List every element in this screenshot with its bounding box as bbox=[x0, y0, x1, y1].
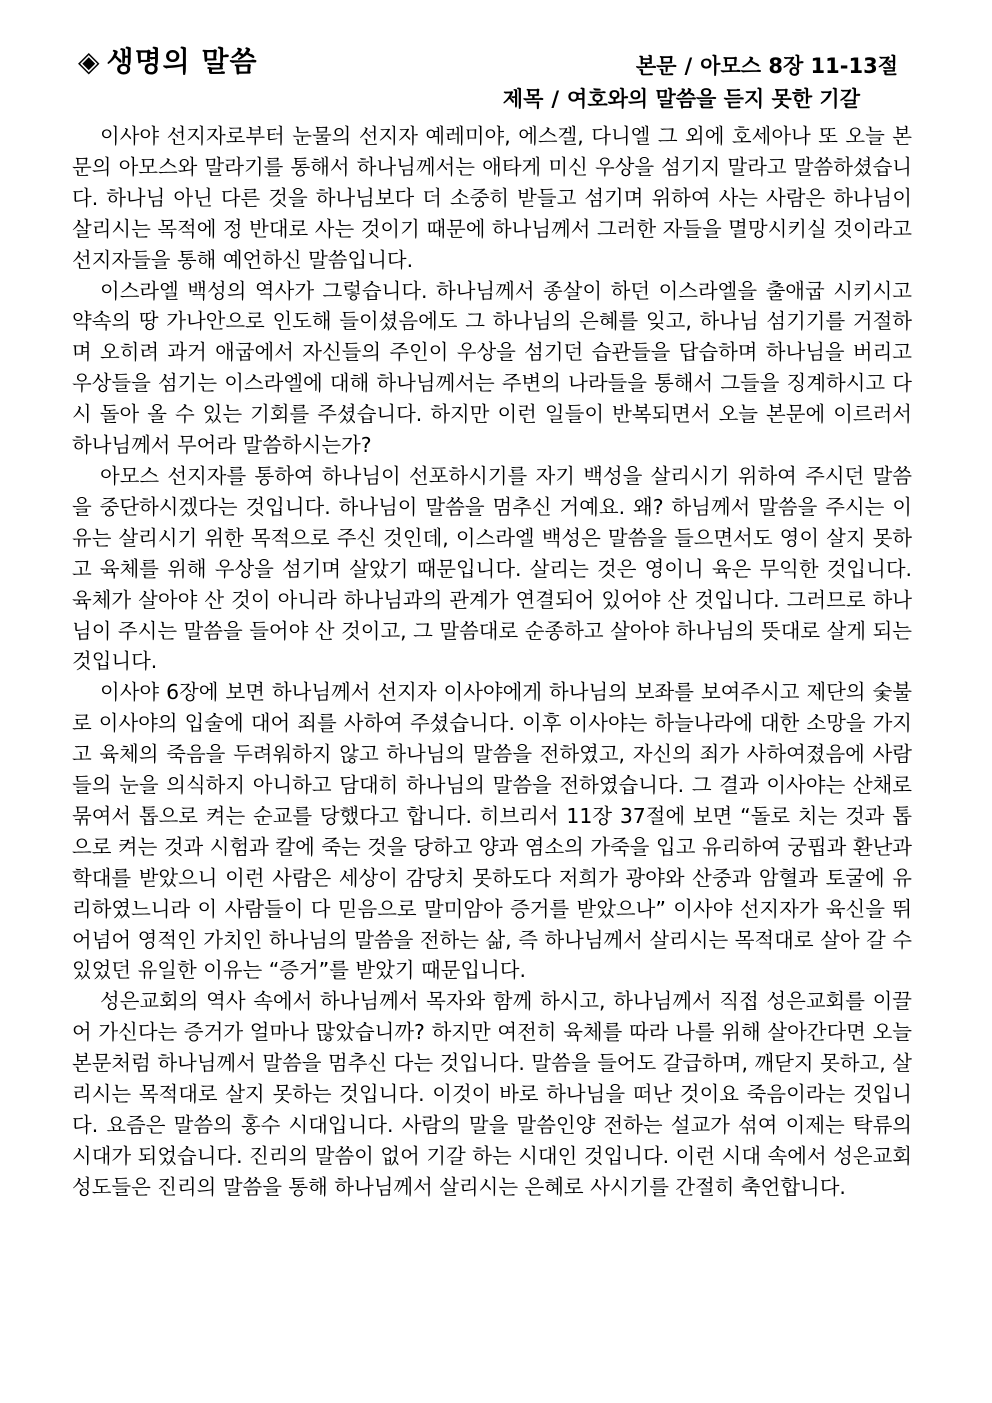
diamond-bullet-icon: ◈ bbox=[78, 45, 101, 78]
body-paragraph: 이사야 선지자로부터 눈물의 선지자 예레미야, 에스겔, 다니엘 그 외에 호세아나 또 오늘 본문의 아모스와 말라기를 통해서 하나님께서는 애타게 미신 우상을 섬기지 말라고 말씀하셨습니다. 하나님 아닌 다른 것을 하나님보다 더 소중히 받들고 섬기며 위하여 사는 사람은 하나님이 살리시는 목적에 정 반대로 사는 것이기 때문에 하나님께서 그러한 자들을 멸망시키실 것이라고 선지자들을 통해 예언하신 말씀입니다. bbox=[72, 124, 912, 272]
slash-separator: / bbox=[551, 87, 560, 111]
sermon-body bbox=[72, 121, 912, 1203]
body-paragraph: 성은교회의 역사 속에서 하나님께서 목자와 함께 하시고, 하나님께서 직접 성은교회를 이끌어 가신다는 증거가 얼마나 많았습니까? 하지만 여전히 육체를 따라 나를 위해 살아간다면 오늘 본문처럼 하나님께서 말씀을 멈추신 다는 것입니다. 말씀을 들어도 갈급하며, 깨닫지 못하고, 살리시는 목적대로 살지 못하는 것입니다. 이것이 바로 하나님을 떠난 것이요 죽음이라는 것입니다. 요즘은 말씀의 홍수 시대입니다. 사람의 말을 말씀인양 전하는 설교가 섞여 이제는 탁류의 시대가 되었습니다. 진리의 말씀이 없어 기갈 하는 시대인 것입니다. 이런 시대 속에서 성은교회 성도들은 진리의 말씀을 통해 하나님께서 살리시는 은혜로 사시기를 간절히 축언합니다. bbox=[72, 989, 912, 1199]
page-title bbox=[78, 40, 258, 80]
slash-separator: / bbox=[684, 54, 693, 78]
sermon-subject bbox=[503, 83, 860, 113]
scripture-reference-label: 본문 bbox=[635, 54, 677, 78]
body-paragraph: 아모스 선지자를 통하여 하나님이 선포하시기를 자기 백성을 살리시기 위하여 주시던 말씀을 중단하시겠다는 것입니다. 하나님이 말씀을 멈추신 거예요. 왜? 하님께서 말씀을 주시는 이유는 살리시기 위한 목적으로 주신 것인데, 이스라엘 백성은 말씀을 들으면서도 영이 살지 못하고 육체를 위해 우상을 섬기며 살았기 때문입니다. 살리는 것은 영이니 육은 무익한 것입니다. 육체가 살아야 산 것이 아니라 하나님과의 관계가 연결되어 있어야 산 것입니다. 그러므로 하나님이 주시는 말씀을 들어야 산 것이고, 그 말씀대로 순종하고 살아야 하나님의 뜻대로 살게 되는 것입니다. bbox=[72, 463, 912, 674]
sermon-subject-text: 여호와의 말씀을 듣지 못한 기갈 bbox=[567, 87, 860, 111]
scripture-reference bbox=[636, 50, 898, 80]
sermon-subject-label: 제목 bbox=[502, 87, 544, 111]
scripture-reference-text: 아모스 8장 11-13절 bbox=[700, 54, 898, 78]
page-title-text: 생명의 말씀 bbox=[106, 45, 258, 78]
body-paragraph: 이사야 6장에 보면 하나님께서 선지자 이사야에게 하나님의 보좌를 보여주시고 제단의 숯불로 이사야의 입술에 대어 죄를 사하여 주셨습니다. 이후 이사야는 하늘나라에 대한 소망을 가지고 육체의 죽음을 두려워하지 않고 하나님의 말씀을 전하였고, 자신의 죄가 사하여졌음에 사람들의 눈을 의식하지 아니하고 담대히 하나님의 말씀을 전하였습니다. 그 결과 이사야는 산채로 묶여서 톱으로 켜는 순교를 당했다고 합니다. 히브리서 11장 37절에 보면 “돌로 치는 것과 톱으로 켜는 것과 시험과 칼에 죽는 것을 당하고 양과 염소의 가죽을 입고 유리하여 궁핍과 환난과 학대를 받았으니 이런 사람은 세상이 감당치 못하도다 저희가 광야와 산중과 암혈과 토굴에 유리하였느니라 이 사람들이 다 믿음으로 말미암아 증거를 받았으나” 이사야 선지자가 육신을 뛰어넘어 영적인 가치인 하나님의 말씀을 전하는 삶, 즉 하나님께서 살리시는 목적대로 살아 갈 수 있었던 유일한 이유는 “증거”를 받았기 때문입니다. bbox=[72, 680, 912, 983]
body-paragraph: 이스라엘 백성의 역사가 그렇습니다. 하나님께서 종살이 하던 이스라엘을 출애굽 시키시고 약속의 땅 가나안으로 인도해 들이셨음에도 그 하나님의 은혜를 잊고, 하나님 섬기기를 거절하며 오히려 과거 애굽에서 자신들의 주인이 우상을 섬기던 습관들을 답습하며 하나님을 버리고 우상들을 섬기는 이스라엘에 대해 하나님께서는 주변의 나라들을 통해서 그들을 징계하시고 다시 돌아 올 수 있는 기회를 주셨습니다. 하지만 이런 일들이 반복되면서 오늘 본문에 이르러서 하나님께서 무어라 말씀하시는가? bbox=[72, 278, 912, 458]
